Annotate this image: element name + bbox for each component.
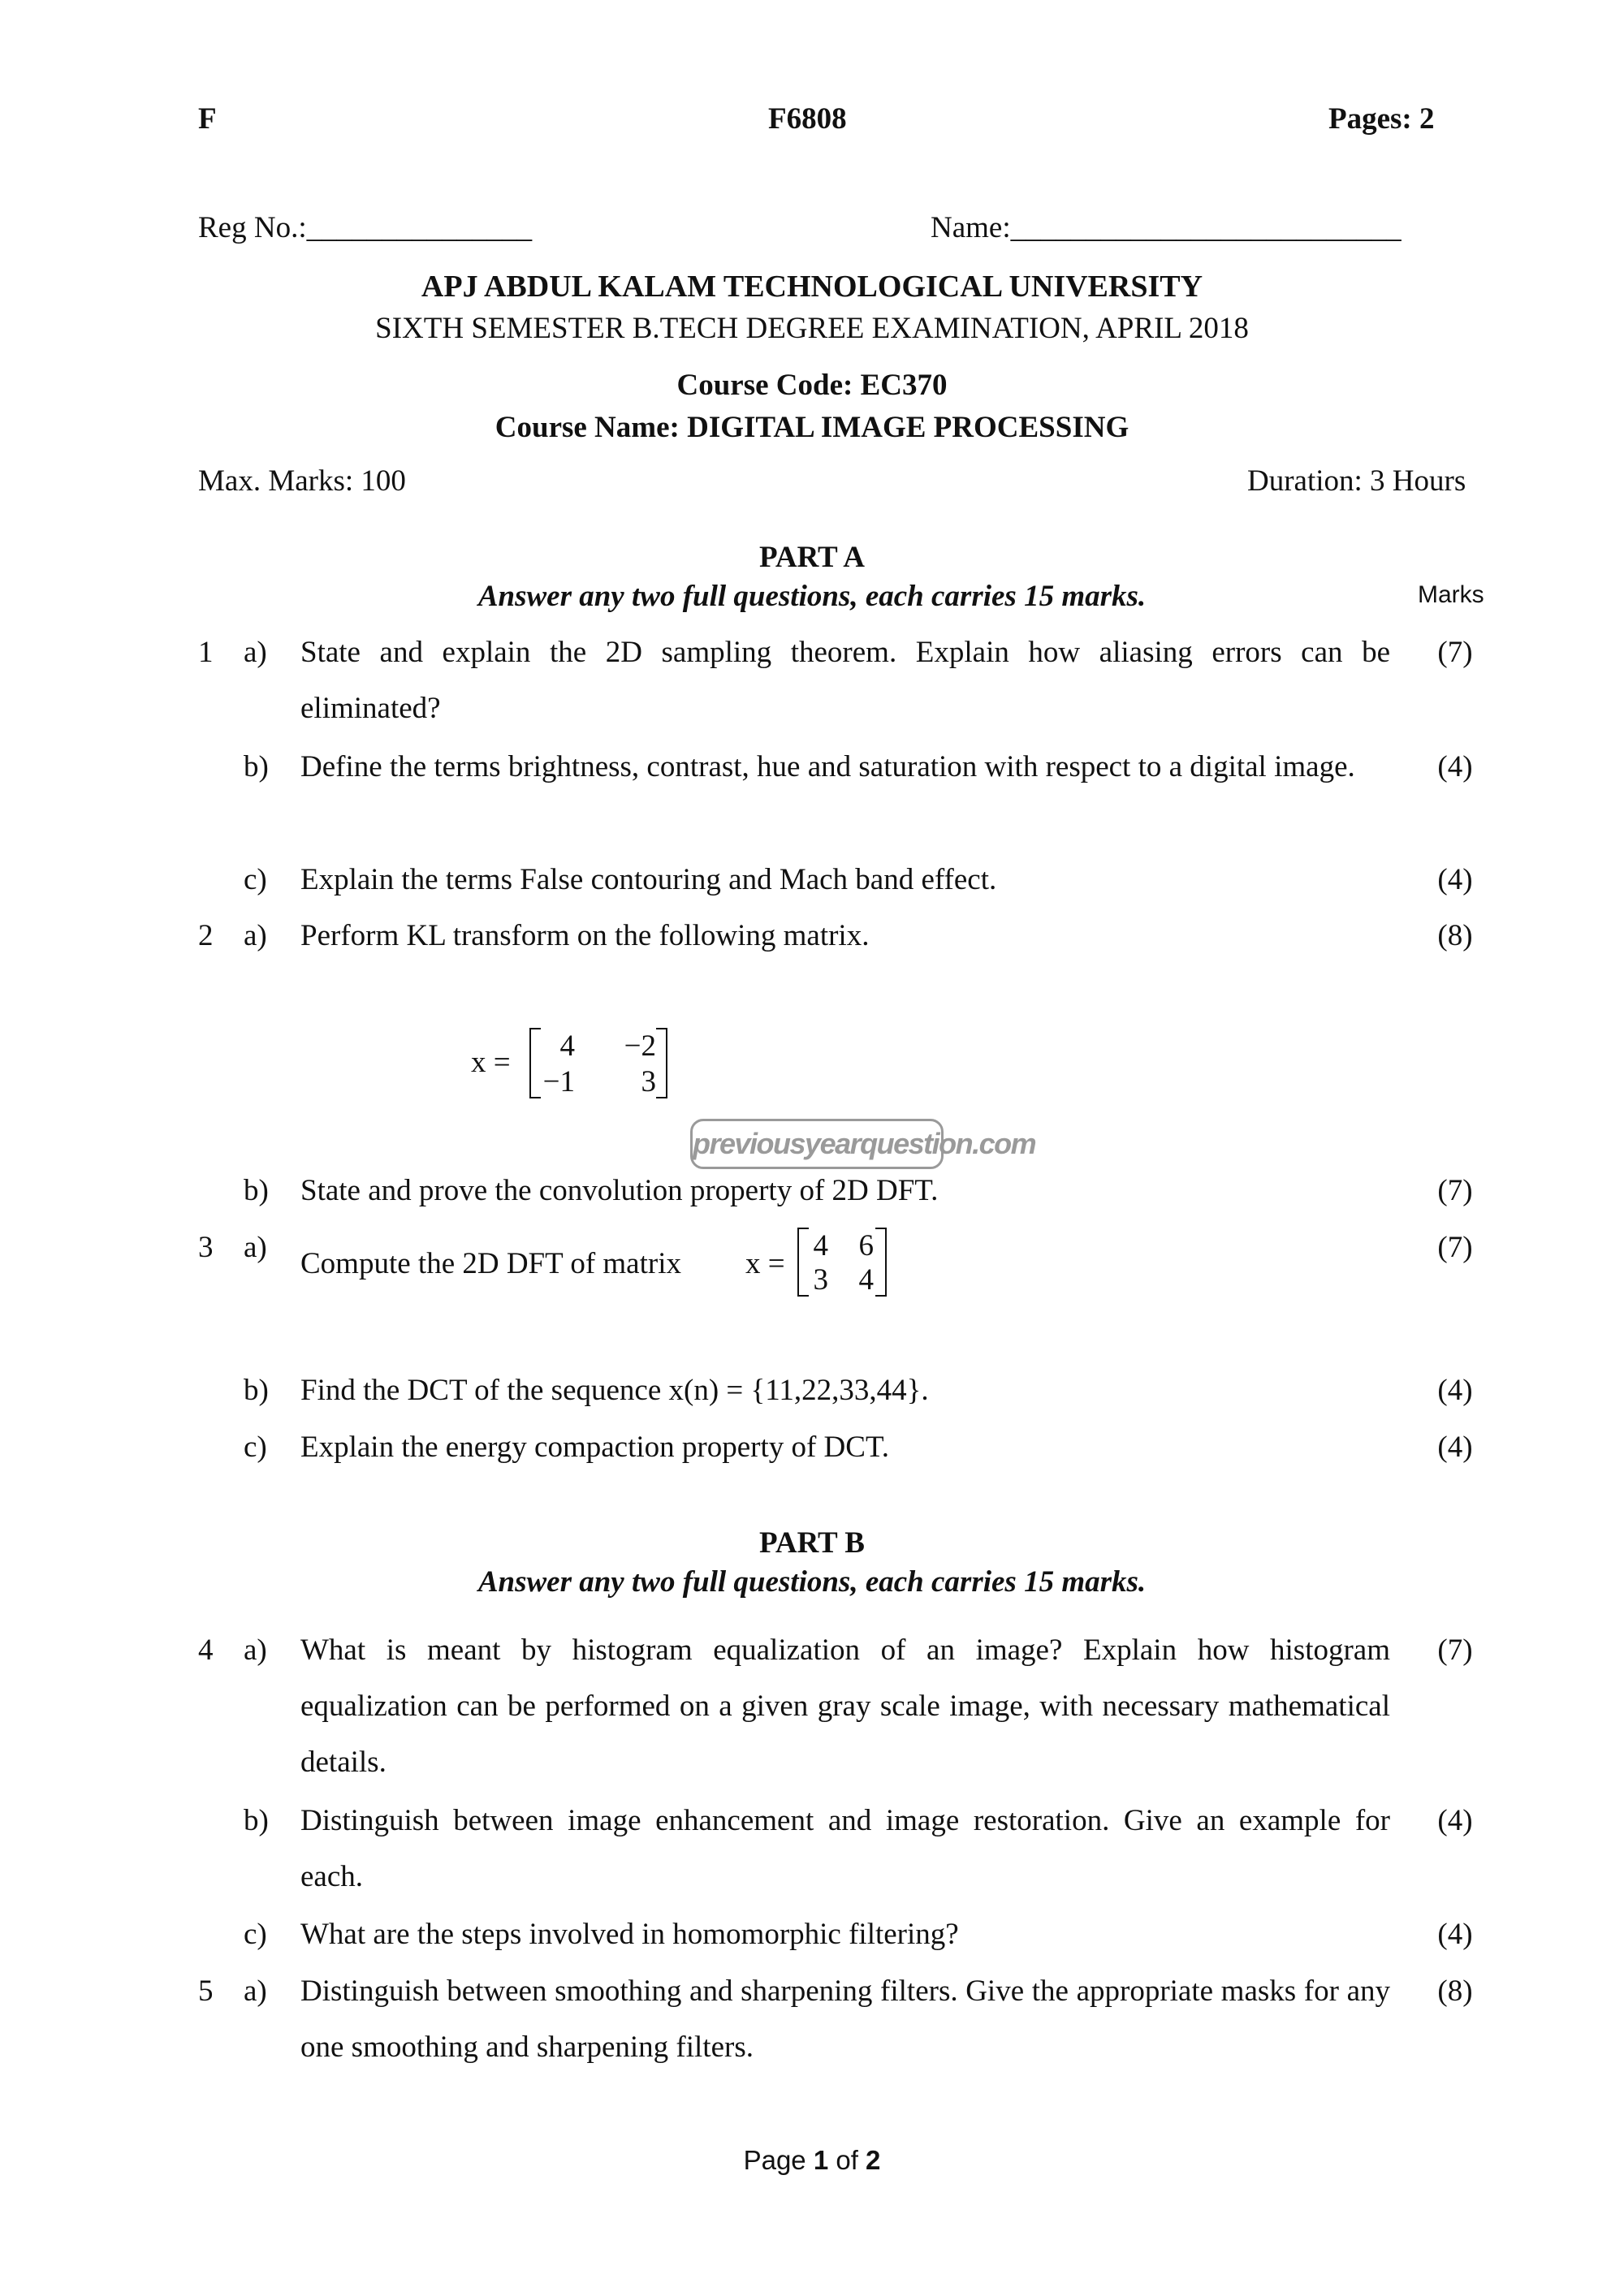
question-text: Perform KL transform on the following matrix. — [300, 919, 870, 952]
question-number: 5 — [198, 1974, 214, 2008]
question-text: Distinguish between image enhancement and image restoration. Give an example for each. — [300, 1804, 1390, 1893]
question-marks: (7) — [1437, 1174, 1473, 1207]
matrix-cell: 3 — [813, 1263, 828, 1297]
course-name: Course Name: DIGITAL IMAGE PROCESSING — [495, 411, 1129, 444]
kl-transform-matrix — [529, 1028, 667, 1099]
question-letter: a) — [244, 1231, 267, 1264]
question-text: State and explain the 2D sampling theorem. Explain how aliasing errors can be eliminated? — [300, 636, 1390, 725]
matrix-cell: 6 — [858, 1229, 874, 1262]
question-letter: a) — [244, 636, 267, 669]
matrix-cell: 3 — [641, 1065, 656, 1098]
question-number: 2 — [198, 919, 214, 952]
question-marks: (4) — [1437, 863, 1473, 896]
question-marks: (7) — [1437, 636, 1473, 669]
matrix-label: x = — [471, 1046, 511, 1079]
question-marks: (4) — [1437, 750, 1473, 783]
question-marks: (4) — [1437, 1918, 1473, 1951]
question-marks: (4) — [1437, 1431, 1473, 1464]
part-a-title: PART A — [759, 541, 865, 574]
question-letter: c) — [244, 1918, 267, 1951]
question-letter: b) — [244, 750, 269, 783]
page-footer — [0, 2145, 1624, 2176]
footer-total-pages: 2 — [866, 2145, 881, 2175]
question-text: Define the terms brightness, contrast, hue and saturation with respect to a digital image. — [300, 750, 1355, 783]
part-b-title: PART B — [759, 1526, 865, 1560]
matrix-cell: 4 — [559, 1029, 575, 1063]
matrix-cell: 4 — [858, 1263, 874, 1297]
question-text: What is meant by histogram equalization of an image? Explain how histogram equalization can be performed on a given gray scale image, with necessary mathematical details. — [300, 1634, 1390, 1779]
part-b-instruction: Answer any two full questions, each carries 15 marks. — [477, 1565, 1147, 1599]
question-text: Find the DCT of the sequence x(n) = {11,22,33,44}. — [300, 1374, 929, 1407]
question-marks: (7) — [1437, 1634, 1473, 1667]
dft-matrix — [797, 1228, 887, 1297]
question-letter: c) — [244, 1431, 267, 1464]
question-marks: (7) — [1437, 1231, 1473, 1264]
matrix-cell: −2 — [624, 1029, 656, 1063]
question-marks: (8) — [1437, 1974, 1473, 2008]
question-letter: a) — [244, 1974, 267, 2008]
footer-prefix: Page — [743, 2145, 814, 2175]
reg-no-field: Reg No.:_______________ — [198, 211, 533, 244]
exam-title: SIXTH SEMESTER B.TECH DEGREE EXAMINATION, APRIL 2018 — [375, 312, 1249, 345]
question-marks: (4) — [1437, 1374, 1473, 1407]
university-name: APJ ABDUL KALAM TECHNOLOGICAL UNIVERSITY — [421, 270, 1203, 304]
max-marks: Max. Marks: 100 — [198, 464, 406, 498]
part-a-instruction: Answer any two full questions, each carries 15 marks. — [477, 580, 1147, 613]
question-letter: b) — [244, 1374, 269, 1407]
course-code: Course Code: EC370 — [676, 369, 948, 402]
question-text: Explain the terms False contouring and Mach band effect. — [300, 863, 997, 896]
question-number: 1 — [198, 636, 214, 669]
question-letter: b) — [244, 1804, 269, 1837]
marks-column-header: Marks — [1418, 581, 1484, 608]
question-text: Explain the energy compaction property of DCT. — [300, 1431, 890, 1464]
matrix-right-bracket — [656, 1028, 667, 1098]
question-text: State and prove the convolution property of 2D DFT. — [300, 1174, 939, 1207]
question-marks: (4) — [1437, 1804, 1473, 1837]
question-text: Distinguish between smoothing and sharpening filters. Give the appropriate masks for any one smoothing and sharpening filters. — [300, 1974, 1390, 2064]
question-number: 3 — [198, 1231, 214, 1264]
question-text: What are the steps involved in homomorphic filtering? — [300, 1918, 959, 1951]
matrix-label: x = — [745, 1247, 785, 1280]
question-number: 4 — [198, 1634, 214, 1667]
question-letter: a) — [244, 919, 267, 952]
name-field: Name:__________________________ — [931, 211, 1402, 244]
footer-middle: of — [828, 2145, 866, 2175]
question-text: Compute the 2D DFT of matrix — [300, 1247, 681, 1280]
matrix-cell: −1 — [542, 1065, 575, 1098]
paper-code: F6808 — [768, 102, 847, 136]
series-letter: F — [198, 102, 217, 136]
matrix-right-bracket — [875, 1228, 887, 1297]
watermark-logo: previousyearquestion.com — [690, 1119, 944, 1169]
question-letter: c) — [244, 863, 267, 896]
question-letter: b) — [244, 1174, 269, 1207]
matrix-cell: 4 — [813, 1229, 828, 1262]
page-count: Pages: 2 — [1328, 102, 1435, 136]
duration: Duration: 3 Hours — [1247, 464, 1466, 498]
footer-current-page: 1 — [813, 2145, 829, 2175]
question-marks: (8) — [1437, 919, 1473, 952]
question-letter: a) — [244, 1634, 267, 1667]
